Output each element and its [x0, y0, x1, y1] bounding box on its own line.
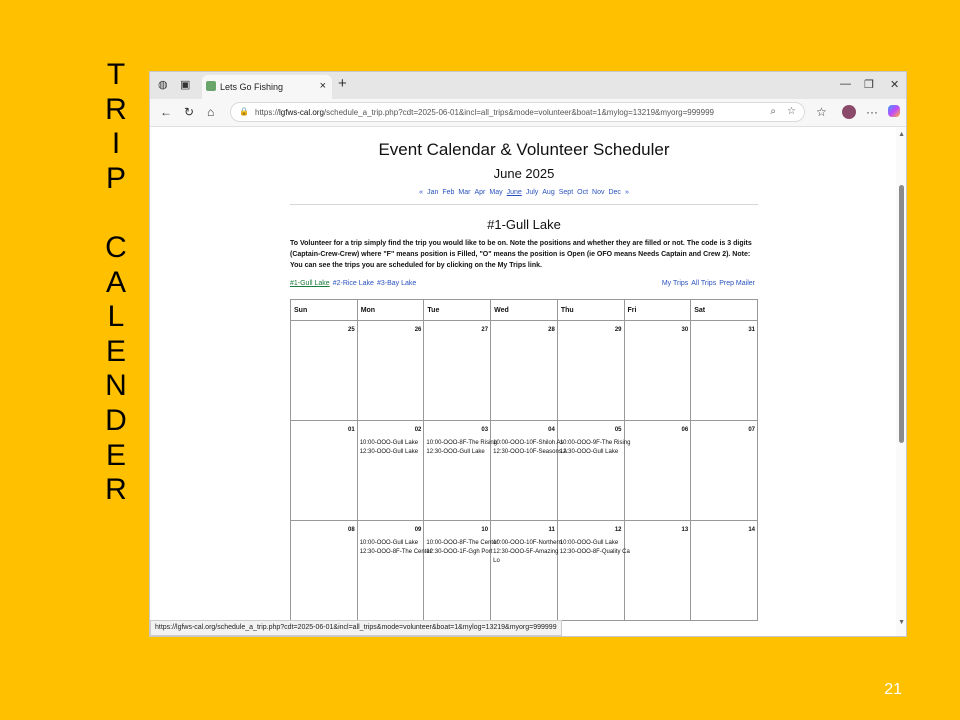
calendar-day-cell[interactable] [491, 521, 562, 621]
day-number: 13 [681, 527, 689, 533]
trip-event-link[interactable]: 12:30-OOO-5F-Amazing [493, 549, 559, 555]
browser-titlebar [150, 72, 906, 99]
title-letter: E [105, 438, 126, 472]
day-number: 01 [348, 427, 355, 433]
day-number: 11 [548, 527, 555, 533]
day-events [360, 439, 422, 457]
day-number: 25 [348, 327, 355, 333]
home-icon[interactable]: ⌂ [207, 105, 215, 119]
trip-event-link[interactable]: 10:00-OOO-10F-Shiloh As [493, 440, 564, 446]
calendar-week-row [291, 421, 758, 521]
browser-window [150, 72, 906, 636]
day-number: 03 [481, 427, 489, 433]
weekday-header: Mon [357, 300, 424, 321]
month-link[interactable]: Oct [577, 189, 589, 196]
more-icon[interactable]: ··· [866, 105, 878, 119]
month-link[interactable]: Feb [442, 189, 455, 196]
day-number: 27 [481, 327, 489, 333]
trip-event-link[interactable]: 10:00-OOO-Gull Lake [359, 540, 419, 546]
month-link[interactable]: Sept [558, 189, 574, 196]
day-number: 28 [548, 327, 555, 333]
minimize-icon[interactable]: — [840, 78, 851, 90]
day-number: 06 [681, 427, 689, 433]
day-number: 07 [748, 427, 755, 433]
calendar-header-row [291, 300, 758, 321]
close-window-icon[interactable]: ✕ [890, 79, 900, 91]
title-letter: N [105, 369, 127, 403]
browser-navbar [150, 99, 906, 127]
month-link[interactable]: Apr [474, 189, 486, 196]
title-letter: I [111, 127, 121, 161]
month-link[interactable]: « [419, 189, 424, 196]
day-number: 26 [414, 327, 422, 333]
title-letter: T [106, 58, 126, 91]
calendar-day-cell[interactable] [291, 521, 358, 621]
calendar-day-cell[interactable] [557, 421, 631, 521]
month-link[interactable]: June [506, 189, 522, 196]
month-link[interactable]: Nov [592, 189, 605, 196]
workspaces-icon[interactable]: ◍ [158, 79, 168, 91]
site-info-icon[interactable]: 🔒 [239, 107, 249, 116]
weekday-header: Fri [624, 300, 691, 321]
month-link[interactable]: Jan [427, 189, 439, 196]
page-title: Event Calendar & Volunteer Scheduler [378, 140, 670, 159]
day-events [493, 539, 562, 566]
back-icon[interactable]: ← [160, 105, 172, 119]
day-number: 05 [614, 427, 622, 433]
lake-link[interactable]: #2-Rice Lake [332, 280, 374, 287]
trip-event-link[interactable]: 10:00-OOO-8F-The Rising [426, 440, 498, 446]
trip-event-link[interactable]: Lo [493, 558, 500, 564]
lake-link[interactable]: #3-Bay Lake [376, 280, 417, 287]
page-content [290, 127, 758, 621]
trip-event-link[interactable]: 10:00-OOO-10F-Northern [493, 540, 562, 546]
day-number: 04 [548, 427, 555, 433]
day-number: 29 [614, 327, 622, 333]
calendar-day-cell[interactable] [291, 421, 358, 521]
day-number: 10 [481, 527, 489, 533]
day-events [359, 539, 432, 557]
profile-avatar[interactable] [842, 105, 856, 119]
day-number: 31 [748, 327, 755, 333]
day-number: 14 [748, 527, 755, 533]
scrollbar-thumb[interactable] [899, 185, 904, 443]
day-events [426, 539, 499, 557]
month-title: June 2025 [493, 166, 555, 181]
url-text: https://lgfws-cal.org/schedule_a_trip.php?cdt=2025-06-01&incl=all_trips&mode=volunteer&boat=1&mylog=13219&myorg=999999 [255, 108, 714, 117]
calendar-day-cell[interactable] [624, 321, 691, 421]
day-number: 02 [414, 427, 422, 433]
month-link[interactable]: July [525, 189, 539, 196]
calendar-day-cell[interactable] [691, 321, 758, 421]
trip-event-link[interactable]: 12:30-OOO-Gull Lake [359, 449, 419, 455]
trip-link[interactable]: My Trips [661, 280, 689, 287]
trip-event-link[interactable]: 12:30-OOO-10F-Seasons A [493, 449, 568, 455]
day-events [559, 539, 630, 557]
slide-number: 21 [884, 681, 902, 698]
calendar-day-cell[interactable] [491, 321, 558, 421]
trip-event-link[interactable]: 10:00-OOO-Gull Lake [359, 440, 419, 446]
trip-event-link[interactable]: 12:30-OOO-8F-The Center [359, 549, 432, 555]
calendar-day-cell[interactable] [557, 521, 630, 621]
day-events [493, 439, 568, 457]
favorites-icon[interactable]: ☆ [816, 105, 827, 119]
address-bar[interactable] [230, 102, 805, 122]
title-letter: D [105, 403, 127, 437]
trip-link[interactable]: Prep Mailer [719, 280, 755, 287]
slide-vertical-title [96, 58, 136, 508]
title-letter: L [107, 300, 125, 334]
scrollbar[interactable] [896, 127, 906, 636]
scroll-up-icon[interactable]: ▲ [898, 131, 905, 138]
trip-event-link[interactable]: 12:30-OOO-1F-Ggh Port [426, 549, 493, 555]
lake-links [290, 280, 419, 287]
month-link[interactable]: Aug [542, 189, 555, 196]
trip-event-link[interactable]: 10:00-OOO-Gull Lake [559, 540, 619, 546]
weekday-header: Sat [691, 300, 758, 321]
restore-icon[interactable]: ❐ [864, 79, 874, 91]
weekday-header: Thu [557, 300, 624, 321]
site-favicon-icon [206, 81, 216, 91]
scroll-down-icon[interactable]: ▼ [898, 619, 905, 626]
trip-event-link[interactable]: 12:30-OOO-8F-Quality Ca [559, 549, 630, 555]
tab-title: Lets Go Fishing [220, 82, 284, 92]
calendar-day-cell[interactable] [424, 421, 498, 521]
month-link[interactable]: Dec [608, 189, 621, 196]
title-letter: C [105, 230, 127, 264]
weekday-header: Wed [491, 300, 558, 321]
status-bar-url: https://lgfws-cal.org/schedule_a_trip.php?cdt=2025-06-01&incl=all_trips&mode=volunteer&boat=1&mylog=13219&myorg=999999 [150, 620, 562, 636]
calendar-day-cell[interactable] [491, 421, 568, 521]
calendar-day-cell[interactable] [424, 321, 491, 421]
links-row [290, 280, 758, 292]
calendar-day-cell[interactable] [557, 321, 624, 421]
weekday-header: Tue [424, 300, 491, 321]
day-number: 30 [681, 327, 689, 333]
trip-event-link[interactable]: 10:00-OOO-8F-The Center [426, 540, 499, 546]
divider [290, 204, 758, 205]
close-tab-icon[interactable]: × [319, 80, 326, 92]
calendar-week-row [291, 521, 758, 621]
calendar-table [290, 299, 758, 621]
day-events [559, 439, 631, 457]
calendar-day-cell[interactable] [357, 421, 424, 521]
tab-actions-icon[interactable]: ▣ [180, 79, 191, 91]
refresh-icon[interactable]: ↻ [184, 105, 195, 119]
calendar-day-cell[interactable] [624, 421, 691, 521]
title-letter: A [105, 265, 126, 299]
day-number: 08 [348, 527, 355, 533]
trip-event-link[interactable]: 10:00-OOO-9F-The Rising [559, 440, 631, 446]
month-nav [290, 189, 758, 196]
lake-link[interactable]: #1-Gull Lake [290, 280, 330, 287]
calendar-day-cell[interactable] [291, 321, 358, 421]
zoom-icon[interactable]: ⌕ [770, 106, 776, 117]
day-events [426, 439, 498, 457]
trip-links [662, 280, 758, 287]
title-letter: R [105, 92, 127, 126]
calendar-day-cell[interactable] [357, 321, 424, 421]
instructions: To Volunteer for a trip simply find the trip you would like to be on. Note the positions and whether they are filled or not. The code is 3 digits (Captain-Crew-Crew) where "F" means position is Filled, "O" means the position is Open (ie OFO means Needs Captain and Crew 2). Note: You can see the trips you are scheduled for by clicking on the My Trips link. [290, 240, 752, 269]
day-number: 09 [414, 527, 422, 533]
tab-lets-go-fishing[interactable] [202, 75, 332, 99]
title-letter: E [105, 334, 126, 368]
calendar-day-cell[interactable] [624, 521, 691, 621]
calendar-week-row [291, 321, 758, 421]
trip-link[interactable]: All Trips [691, 280, 717, 287]
star-icon[interactable]: ☆ [787, 106, 796, 117]
calendar-day-cell[interactable] [357, 521, 432, 621]
title-letter: P [105, 161, 126, 195]
new-tab-button[interactable]: + [338, 75, 347, 92]
calendar-day-cell[interactable] [691, 521, 758, 621]
trip-event-link[interactable]: 12:30-OOO-Gull Lake [426, 449, 485, 455]
title-letter: R [105, 473, 127, 507]
month-link[interactable]: Mar [458, 189, 471, 196]
weekday-header: Sun [291, 300, 358, 321]
trip-event-link[interactable]: 12:30-OOO-Gull Lake [559, 449, 619, 455]
day-number: 12 [614, 527, 622, 533]
calendar-day-cell[interactable] [691, 421, 758, 521]
lake-title: #1-Gull Lake [487, 217, 561, 232]
month-link[interactable]: » [624, 189, 629, 196]
copilot-icon[interactable] [888, 105, 900, 117]
page-viewport [150, 127, 906, 636]
month-link[interactable]: May [489, 189, 503, 196]
